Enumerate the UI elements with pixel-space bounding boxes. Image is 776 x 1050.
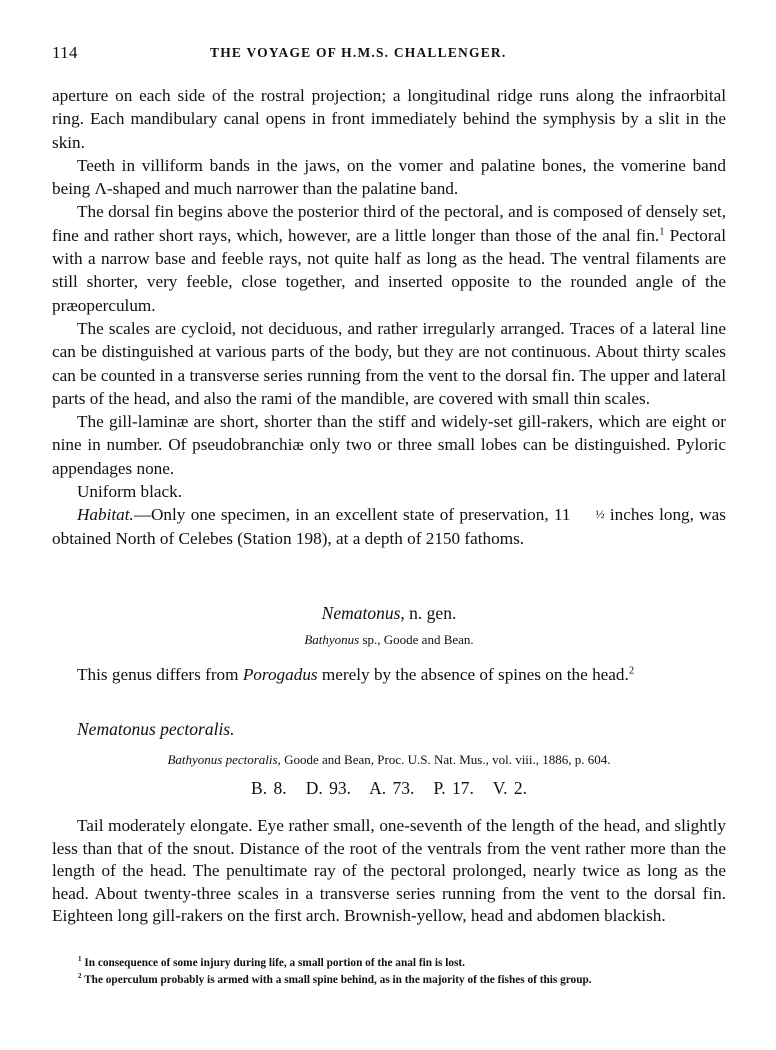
habitat-label: Habitat. bbox=[77, 505, 134, 525]
genus-synonym bbox=[52, 632, 726, 648]
genus-suffix: , n. gen. bbox=[400, 603, 457, 623]
species-heading: Nematonus pectoralis. bbox=[77, 719, 235, 739]
genus-synonym-name: Bathyonus bbox=[304, 632, 360, 647]
paragraph-habitat bbox=[52, 503, 726, 550]
paragraph-fins bbox=[52, 200, 726, 316]
genus-desc-compare: Porogadus bbox=[242, 665, 318, 684]
paragraph-teeth: Teeth in villiform bands in the jaws, on the vomer and palatine bones, the vomerine band being Λ-shaped and much narrower than the palatine band. bbox=[52, 155, 726, 199]
species-synonym-name: Bathyonus pectoralis bbox=[167, 752, 278, 767]
paragraph-fins-part2: Pectoral with a narrow base and feeble rays, not quite half as long as the head. The ventral filaments are still shorter, very feeble, close together, and inserted opposite to the rounded angle of the præoperculum. bbox=[52, 225, 726, 315]
genus-synonym-rest: sp., Goode and Bean. bbox=[359, 632, 474, 647]
footnote-ref-1: 1 bbox=[659, 226, 665, 238]
fin-formula: B. 8. D. 93. A. 73. P. 17. V. 2. bbox=[251, 778, 527, 798]
genus-description bbox=[77, 663, 726, 686]
genus-heading bbox=[52, 603, 726, 624]
habitat-text-part1: —Only one specimen, in an excellent state of preservation, 11 bbox=[133, 505, 571, 525]
footnote-1-mark: 1 bbox=[78, 955, 82, 964]
page-number: 114 bbox=[52, 43, 78, 62]
footnote-2-text: The operculum probably is armed with a small spine behind, as in the majority of the fishes of this group. bbox=[81, 974, 592, 986]
paragraph-fins-part1: The dorsal fin begins above the posterior third of the pectoral, and is composed of densely set, fine and rather short rays, which, however, are a little longer than those of the anal fin. bbox=[52, 202, 726, 245]
paragraph-colour: Uniform black. bbox=[77, 482, 183, 502]
species-synonym bbox=[52, 752, 726, 768]
species-description bbox=[52, 815, 726, 928]
species-synonym-rest: , Goode and Bean, Proc. U.S. Nat. Mus., vol. viii., 1886, p. 604. bbox=[277, 752, 611, 767]
genus-desc-part1: This genus differs from bbox=[77, 665, 243, 684]
genus-desc-part2: merely by the absence of spines on the head. bbox=[317, 665, 629, 684]
running-title: THE VOYAGE OF H.M.S. CHALLENGER. bbox=[210, 45, 507, 60]
paragraph-gills: The gill-laminæ are short, shorter than the stiff and widely-set gill-rakers, which are eight or nine in number. Of pseudobranchiæ only two or three small lobes can be distinguished. Pyloric appendages none. bbox=[52, 412, 726, 478]
footnote-2-mark: 2 bbox=[78, 972, 82, 981]
footnote-ref-2: 2 bbox=[628, 665, 635, 677]
habitat-fraction: ½ bbox=[595, 507, 605, 522]
footnote-2 bbox=[78, 972, 726, 989]
genus-name: Nematonus bbox=[321, 603, 401, 623]
footnotes bbox=[78, 955, 726, 989]
page-header bbox=[50, 43, 726, 65]
footnote-1-text: In consequence of some injury during life, a small portion of the anal fin is lost. bbox=[81, 957, 465, 969]
paragraph-scales: The scales are cycloid, not deciduous, and rather irregularly arranged. Traces of a lateral line can be distinguished at various parts of the body, but they are not continuous. About thirty scales can be counted in a transverse series running from the vent to the dorsal fin. The upper and lateral parts of the head, and also the rami of the mandible, are covered with small thin scales. bbox=[52, 318, 726, 408]
species-description-text: Tail moderately elongate. Eye rather small, one-seventh of the length of the head, and slightly less than that of the snout. Distance of the root of the ventrals from the vent rather more than the length of the head. The penultimate ray of the pectoral prolonged, nearly twice as long as the head. About twenty-three scales in a transverse series running from the vent to the dorsal fin. Eighteen long gill-rakers on the first arch. Brownish-yellow, head and abdomen blackish. bbox=[52, 816, 726, 926]
habitat-text-part2: inches long, was obtained North of Celebes (Station 198), at a depth of 2150 fathoms. bbox=[52, 505, 726, 548]
species-description-continued bbox=[52, 84, 726, 550]
footnote-1 bbox=[78, 955, 726, 972]
paragraph-head-canals: aperture on each side of the rostral projection; a longitudinal ridge runs along the infraorbital ring. Each mandibulary canal opens in front immediately behind the symphysis by a slit in the skin. bbox=[52, 86, 726, 152]
